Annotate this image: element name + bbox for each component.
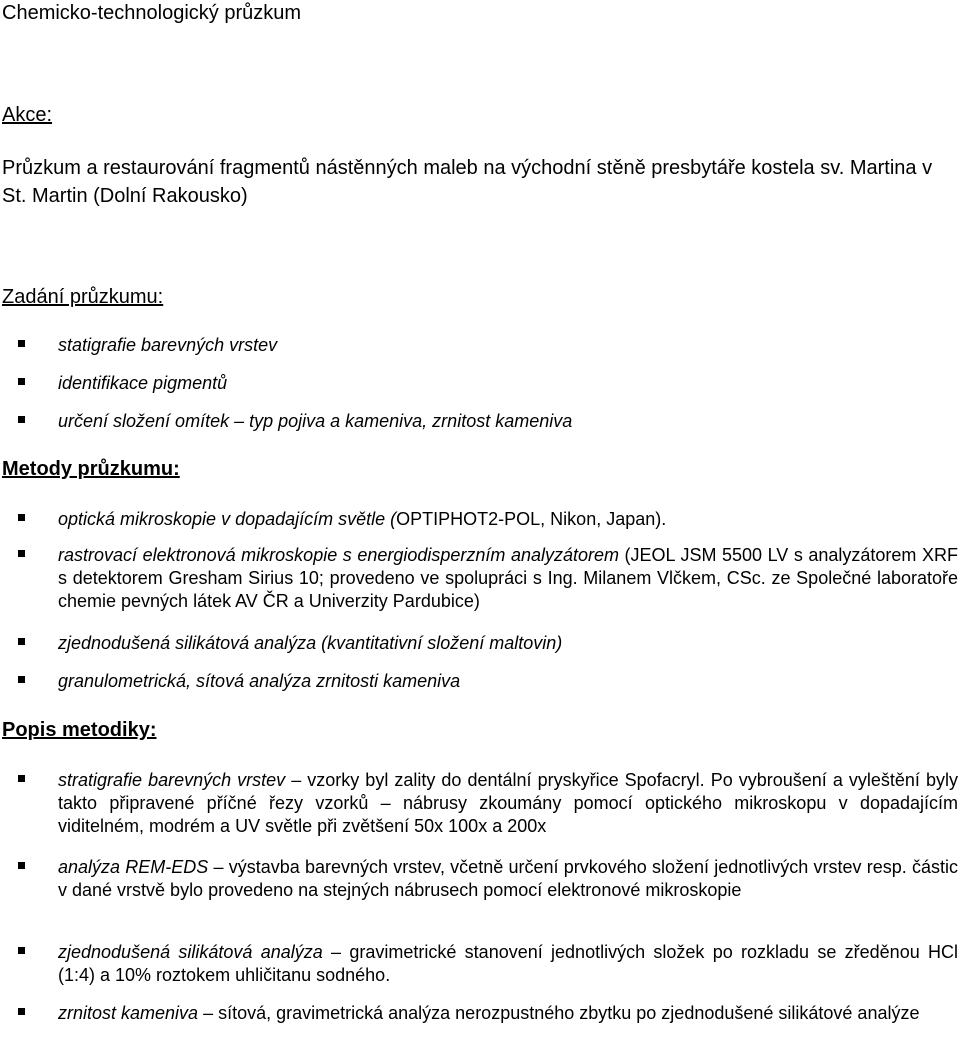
bullet-icon — [18, 676, 25, 683]
list-item — [58, 410, 958, 433]
popis-heading: Popis metodiky: — [2, 719, 157, 741]
metody-item: granulometrická, sítová analýza zrnitosti kameniva — [58, 671, 461, 691]
metody-heading: Metody průzkumu: — [2, 458, 180, 480]
zadani-heading: Zadání průzkumu: — [2, 286, 164, 308]
list-item — [58, 632, 958, 655]
metody-item: optická mikroskopie v dopadajícím světle (OPTIPHOT2-POL, Nikon, Japan). — [58, 509, 667, 529]
zadani-item: identifikace pigmentů — [58, 373, 228, 393]
metody-item: zjednodušená silikátová analýza (kvantitativní složení maltovin) — [58, 633, 563, 653]
bullet-icon — [18, 638, 25, 645]
list-item — [58, 508, 958, 531]
akce-heading: Akce: — [2, 104, 53, 126]
zadani-item: určení složení omítek – typ pojiva a kameniva, zrnitost kameniva — [58, 411, 573, 431]
bullet-icon — [18, 416, 25, 423]
metody-item: rastrovací elektronová mikroskopie s energiodisperzním analyzátorem (JEOL JSM 5500 LV s analyzátorem XRF s detektorem Gresham Sirius 10; provedeno ve spolupráci s Ing. Milanem Vlčkem, CSc. ze Společné laboratoře chemie pevných látek AV ČR a Univerzity Pardubice) — [58, 545, 958, 611]
list-item — [58, 670, 958, 693]
list-item — [58, 1002, 958, 1025]
project-description: Průzkum a restaurování fragmentů nástěnných maleb na východní stěně presbytáře kostela sv. Martina v St. Martin (Dolní Rakousko) — [2, 157, 933, 207]
list-item — [58, 941, 958, 987]
list-item — [58, 856, 958, 902]
bullet-icon — [18, 550, 25, 557]
popis-item: stratigrafie barevných vrstev – vzorky byl zality do dentální pryskyřice Spofacryl. Po vybroušení a vyleštění byly takto připravené příčné řezy vzorků – nábrusy zkoumány pomocí optického mikroskopu v dopadajícím viditelném, modrém a UV světle při zvětšení 50x 100x a 200x — [58, 770, 958, 836]
bullet-icon — [18, 340, 25, 347]
bullet-icon — [18, 862, 25, 869]
popis-item: zrnitost kameniva – sítová, gravimetrická analýza nerozpustného zbytku po zjednodušené silikátové analýze — [58, 1003, 920, 1023]
bullet-icon — [18, 514, 25, 521]
list-item — [58, 334, 958, 357]
popis-item: analýza REM-EDS – výstavba barevných vrstev, včetně určení prvkového složení jednotlivých vrstev resp. částic v dané vrstvě bylo provedeno na stejných nábrusech pomocí elektronové mikroskopie — [58, 857, 959, 900]
zadani-item: statigrafie barevných vrstev — [58, 335, 278, 355]
list-item — [58, 372, 958, 395]
list-item — [58, 769, 958, 838]
bullet-icon — [18, 947, 25, 954]
list-item — [58, 544, 958, 613]
document-title: Chemicko-technologický průzkum — [2, 2, 302, 24]
bullet-icon — [18, 775, 25, 782]
popis-item: zjednodušená silikátová analýza – gravimetrické stanovení jednotlivých složek po rozkladu se zředěnou HCl (1:4) a 10% roztokem uhličitanu sodného. — [58, 942, 959, 985]
bullet-icon — [18, 378, 25, 385]
bullet-icon — [18, 1008, 25, 1015]
